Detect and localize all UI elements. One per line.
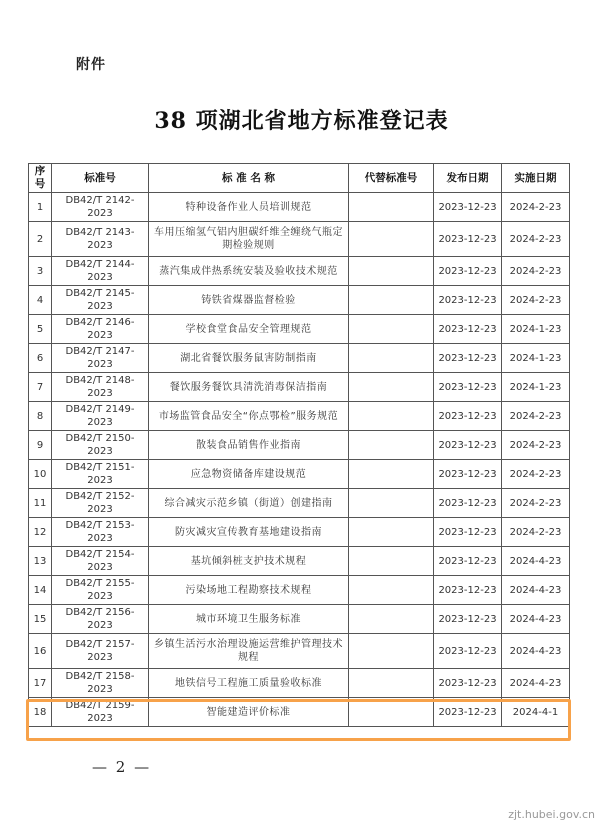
cell-publish-date: 2023-12-23 bbox=[434, 431, 502, 460]
cell-effective-date: 2024-1-23 bbox=[502, 373, 570, 402]
table-row bbox=[29, 547, 570, 576]
cell-no: 12 bbox=[29, 518, 52, 547]
table-row bbox=[29, 605, 570, 634]
table-row bbox=[29, 286, 570, 315]
cell-publish-date: 2023-12-23 bbox=[434, 373, 502, 402]
cell-name: 车用压缩氢气铝内胆碳纤维全缠绕气瓶定期检验规则 bbox=[149, 222, 349, 257]
cell-name: 散装食品销售作业指南 bbox=[149, 431, 349, 460]
table-row bbox=[29, 344, 570, 373]
cell-publish-date: 2023-12-23 bbox=[434, 634, 502, 669]
cell-no: 14 bbox=[29, 576, 52, 605]
cell-replace bbox=[349, 431, 434, 460]
cell-publish-date: 2023-12-23 bbox=[434, 257, 502, 286]
cell-code: DB42/T 2155-2023 bbox=[52, 576, 149, 605]
table-row bbox=[29, 634, 570, 669]
cell-publish-date: 2023-12-23 bbox=[434, 669, 502, 698]
cell-name: 乡镇生活污水治理设施运营维护管理技术规程 bbox=[149, 634, 349, 669]
cell-publish-date: 2023-12-23 bbox=[434, 315, 502, 344]
cell-effective-date: 2024-2-23 bbox=[502, 431, 570, 460]
header-publish-date: 发布日期 bbox=[434, 164, 502, 193]
cell-no: 16 bbox=[29, 634, 52, 669]
cell-no: 5 bbox=[29, 315, 52, 344]
cell-effective-date: 2024-4-23 bbox=[502, 669, 570, 698]
cell-no: 2 bbox=[29, 222, 52, 257]
cell-replace bbox=[349, 344, 434, 373]
cell-effective-date: 2024-4-23 bbox=[502, 576, 570, 605]
cell-effective-date: 2024-4-23 bbox=[502, 547, 570, 576]
cell-replace bbox=[349, 605, 434, 634]
cell-name: 综合减灾示范乡镇（街道）创建指南 bbox=[149, 489, 349, 518]
table-row bbox=[29, 518, 570, 547]
cell-effective-date: 2024-2-23 bbox=[502, 460, 570, 489]
standards-table bbox=[28, 163, 570, 727]
cell-effective-date: 2024-4-1 bbox=[502, 698, 570, 727]
cell-effective-date: 2024-4-23 bbox=[502, 605, 570, 634]
cell-name: 地铁信号工程施工质量验收标准 bbox=[149, 669, 349, 698]
table-row bbox=[29, 669, 570, 698]
table-row bbox=[29, 315, 570, 344]
cell-name: 应急物资储备库建设规范 bbox=[149, 460, 349, 489]
cell-code: DB42/T 2146-2023 bbox=[52, 315, 149, 344]
header-code: 标准号 bbox=[52, 164, 149, 193]
cell-code: DB42/T 2152-2023 bbox=[52, 489, 149, 518]
attachment-label: 附件 bbox=[76, 57, 106, 73]
cell-code: DB42/T 2148-2023 bbox=[52, 373, 149, 402]
cell-publish-date: 2023-12-23 bbox=[434, 547, 502, 576]
cell-replace bbox=[349, 489, 434, 518]
cell-no: 6 bbox=[29, 344, 52, 373]
cell-effective-date: 2024-2-23 bbox=[502, 222, 570, 257]
cell-replace bbox=[349, 286, 434, 315]
cell-name: 学校食堂食品安全管理规范 bbox=[149, 315, 349, 344]
table-row bbox=[29, 257, 570, 286]
cell-replace bbox=[349, 698, 434, 727]
cell-publish-date: 2023-12-23 bbox=[434, 460, 502, 489]
cell-no: 18 bbox=[29, 698, 52, 727]
cell-publish-date: 2023-12-23 bbox=[434, 286, 502, 315]
document-title: 38 项湖北省地方标准登记表 bbox=[154, 108, 449, 134]
cell-replace bbox=[349, 402, 434, 431]
table-row bbox=[29, 698, 570, 727]
table-row bbox=[29, 576, 570, 605]
header-effective-date: 实施日期 bbox=[502, 164, 570, 193]
header-name: 标 准 名 称 bbox=[149, 164, 349, 193]
table-row bbox=[29, 489, 570, 518]
cell-name: 蒸汽集成伴热系统安装及验收技术规范 bbox=[149, 257, 349, 286]
page-number: — 2 — bbox=[92, 758, 152, 776]
cell-code: DB42/T 2149-2023 bbox=[52, 402, 149, 431]
cell-name: 智能建造评价标准 bbox=[149, 698, 349, 727]
cell-replace bbox=[349, 547, 434, 576]
cell-code: DB42/T 2147-2023 bbox=[52, 344, 149, 373]
cell-publish-date: 2023-12-23 bbox=[434, 402, 502, 431]
cell-code: DB42/T 2153-2023 bbox=[52, 518, 149, 547]
cell-effective-date: 2024-2-23 bbox=[502, 193, 570, 222]
cell-effective-date: 2024-2-23 bbox=[502, 489, 570, 518]
cell-publish-date: 2023-12-23 bbox=[434, 698, 502, 727]
table-row bbox=[29, 460, 570, 489]
cell-name: 湖北省餐饮服务鼠害防制指南 bbox=[149, 344, 349, 373]
cell-no: 15 bbox=[29, 605, 52, 634]
cell-publish-date: 2023-12-23 bbox=[434, 576, 502, 605]
cell-code: DB42/T 2158-2023 bbox=[52, 669, 149, 698]
cell-name: 市场监管食品安全“你点鄂检”服务规范 bbox=[149, 402, 349, 431]
cell-publish-date: 2023-12-23 bbox=[434, 489, 502, 518]
cell-code: DB42/T 2151-2023 bbox=[52, 460, 149, 489]
cell-code: DB42/T 2150-2023 bbox=[52, 431, 149, 460]
cell-no: 9 bbox=[29, 431, 52, 460]
cell-effective-date: 2024-4-23 bbox=[502, 634, 570, 669]
table-row bbox=[29, 373, 570, 402]
cell-replace bbox=[349, 373, 434, 402]
table-header-row bbox=[29, 164, 570, 193]
cell-replace bbox=[349, 576, 434, 605]
cell-name: 特种设备作业人员培训规范 bbox=[149, 193, 349, 222]
cell-publish-date: 2023-12-23 bbox=[434, 344, 502, 373]
cell-publish-date: 2023-12-23 bbox=[434, 222, 502, 257]
cell-code: DB42/T 2143-2023 bbox=[52, 222, 149, 257]
cell-code: DB42/T 2157-2023 bbox=[52, 634, 149, 669]
cell-no: 13 bbox=[29, 547, 52, 576]
cell-replace bbox=[349, 634, 434, 669]
cell-no: 1 bbox=[29, 193, 52, 222]
cell-no: 3 bbox=[29, 257, 52, 286]
cell-replace bbox=[349, 669, 434, 698]
cell-effective-date: 2024-2-23 bbox=[502, 257, 570, 286]
cell-no: 11 bbox=[29, 489, 52, 518]
cell-effective-date: 2024-2-23 bbox=[502, 286, 570, 315]
cell-name: 城市环境卫生服务标准 bbox=[149, 605, 349, 634]
cell-name: 餐饮服务餐饮具清洗消毒保洁指南 bbox=[149, 373, 349, 402]
cell-replace bbox=[349, 518, 434, 547]
cell-code: DB42/T 2142-2023 bbox=[52, 193, 149, 222]
cell-no: 4 bbox=[29, 286, 52, 315]
site-watermark: zjt.hubei.gov.cn bbox=[508, 808, 595, 821]
cell-code: DB42/T 2144-2023 bbox=[52, 257, 149, 286]
cell-effective-date: 2024-2-23 bbox=[502, 518, 570, 547]
cell-name: 铸铁省煤器监督检验 bbox=[149, 286, 349, 315]
cell-effective-date: 2024-1-23 bbox=[502, 344, 570, 373]
cell-name: 基坑倾斜桩支护技术规程 bbox=[149, 547, 349, 576]
cell-no: 8 bbox=[29, 402, 52, 431]
cell-effective-date: 2024-1-23 bbox=[502, 315, 570, 344]
cell-code: DB42/T 2154-2023 bbox=[52, 547, 149, 576]
cell-publish-date: 2023-12-23 bbox=[434, 518, 502, 547]
cell-replace bbox=[349, 257, 434, 286]
cell-replace bbox=[349, 222, 434, 257]
cell-name: 防灾减灾宣传教育基地建设指南 bbox=[149, 518, 349, 547]
table-row bbox=[29, 193, 570, 222]
cell-code: DB42/T 2156-2023 bbox=[52, 605, 149, 634]
table-row bbox=[29, 431, 570, 460]
cell-replace bbox=[349, 460, 434, 489]
cell-no: 7 bbox=[29, 373, 52, 402]
cell-effective-date: 2024-2-23 bbox=[502, 402, 570, 431]
table-row bbox=[29, 222, 570, 257]
cell-name: 污染场地工程勘察技术规程 bbox=[149, 576, 349, 605]
cell-replace bbox=[349, 315, 434, 344]
cell-code: DB42/T 2159-2023 bbox=[52, 698, 149, 727]
header-no: 序号 bbox=[29, 164, 52, 193]
cell-no: 17 bbox=[29, 669, 52, 698]
cell-replace bbox=[349, 193, 434, 222]
cell-publish-date: 2023-12-23 bbox=[434, 605, 502, 634]
cell-publish-date: 2023-12-23 bbox=[434, 193, 502, 222]
cell-code: DB42/T 2145-2023 bbox=[52, 286, 149, 315]
cell-no: 10 bbox=[29, 460, 52, 489]
table-row bbox=[29, 402, 570, 431]
header-replace: 代替标准号 bbox=[349, 164, 434, 193]
